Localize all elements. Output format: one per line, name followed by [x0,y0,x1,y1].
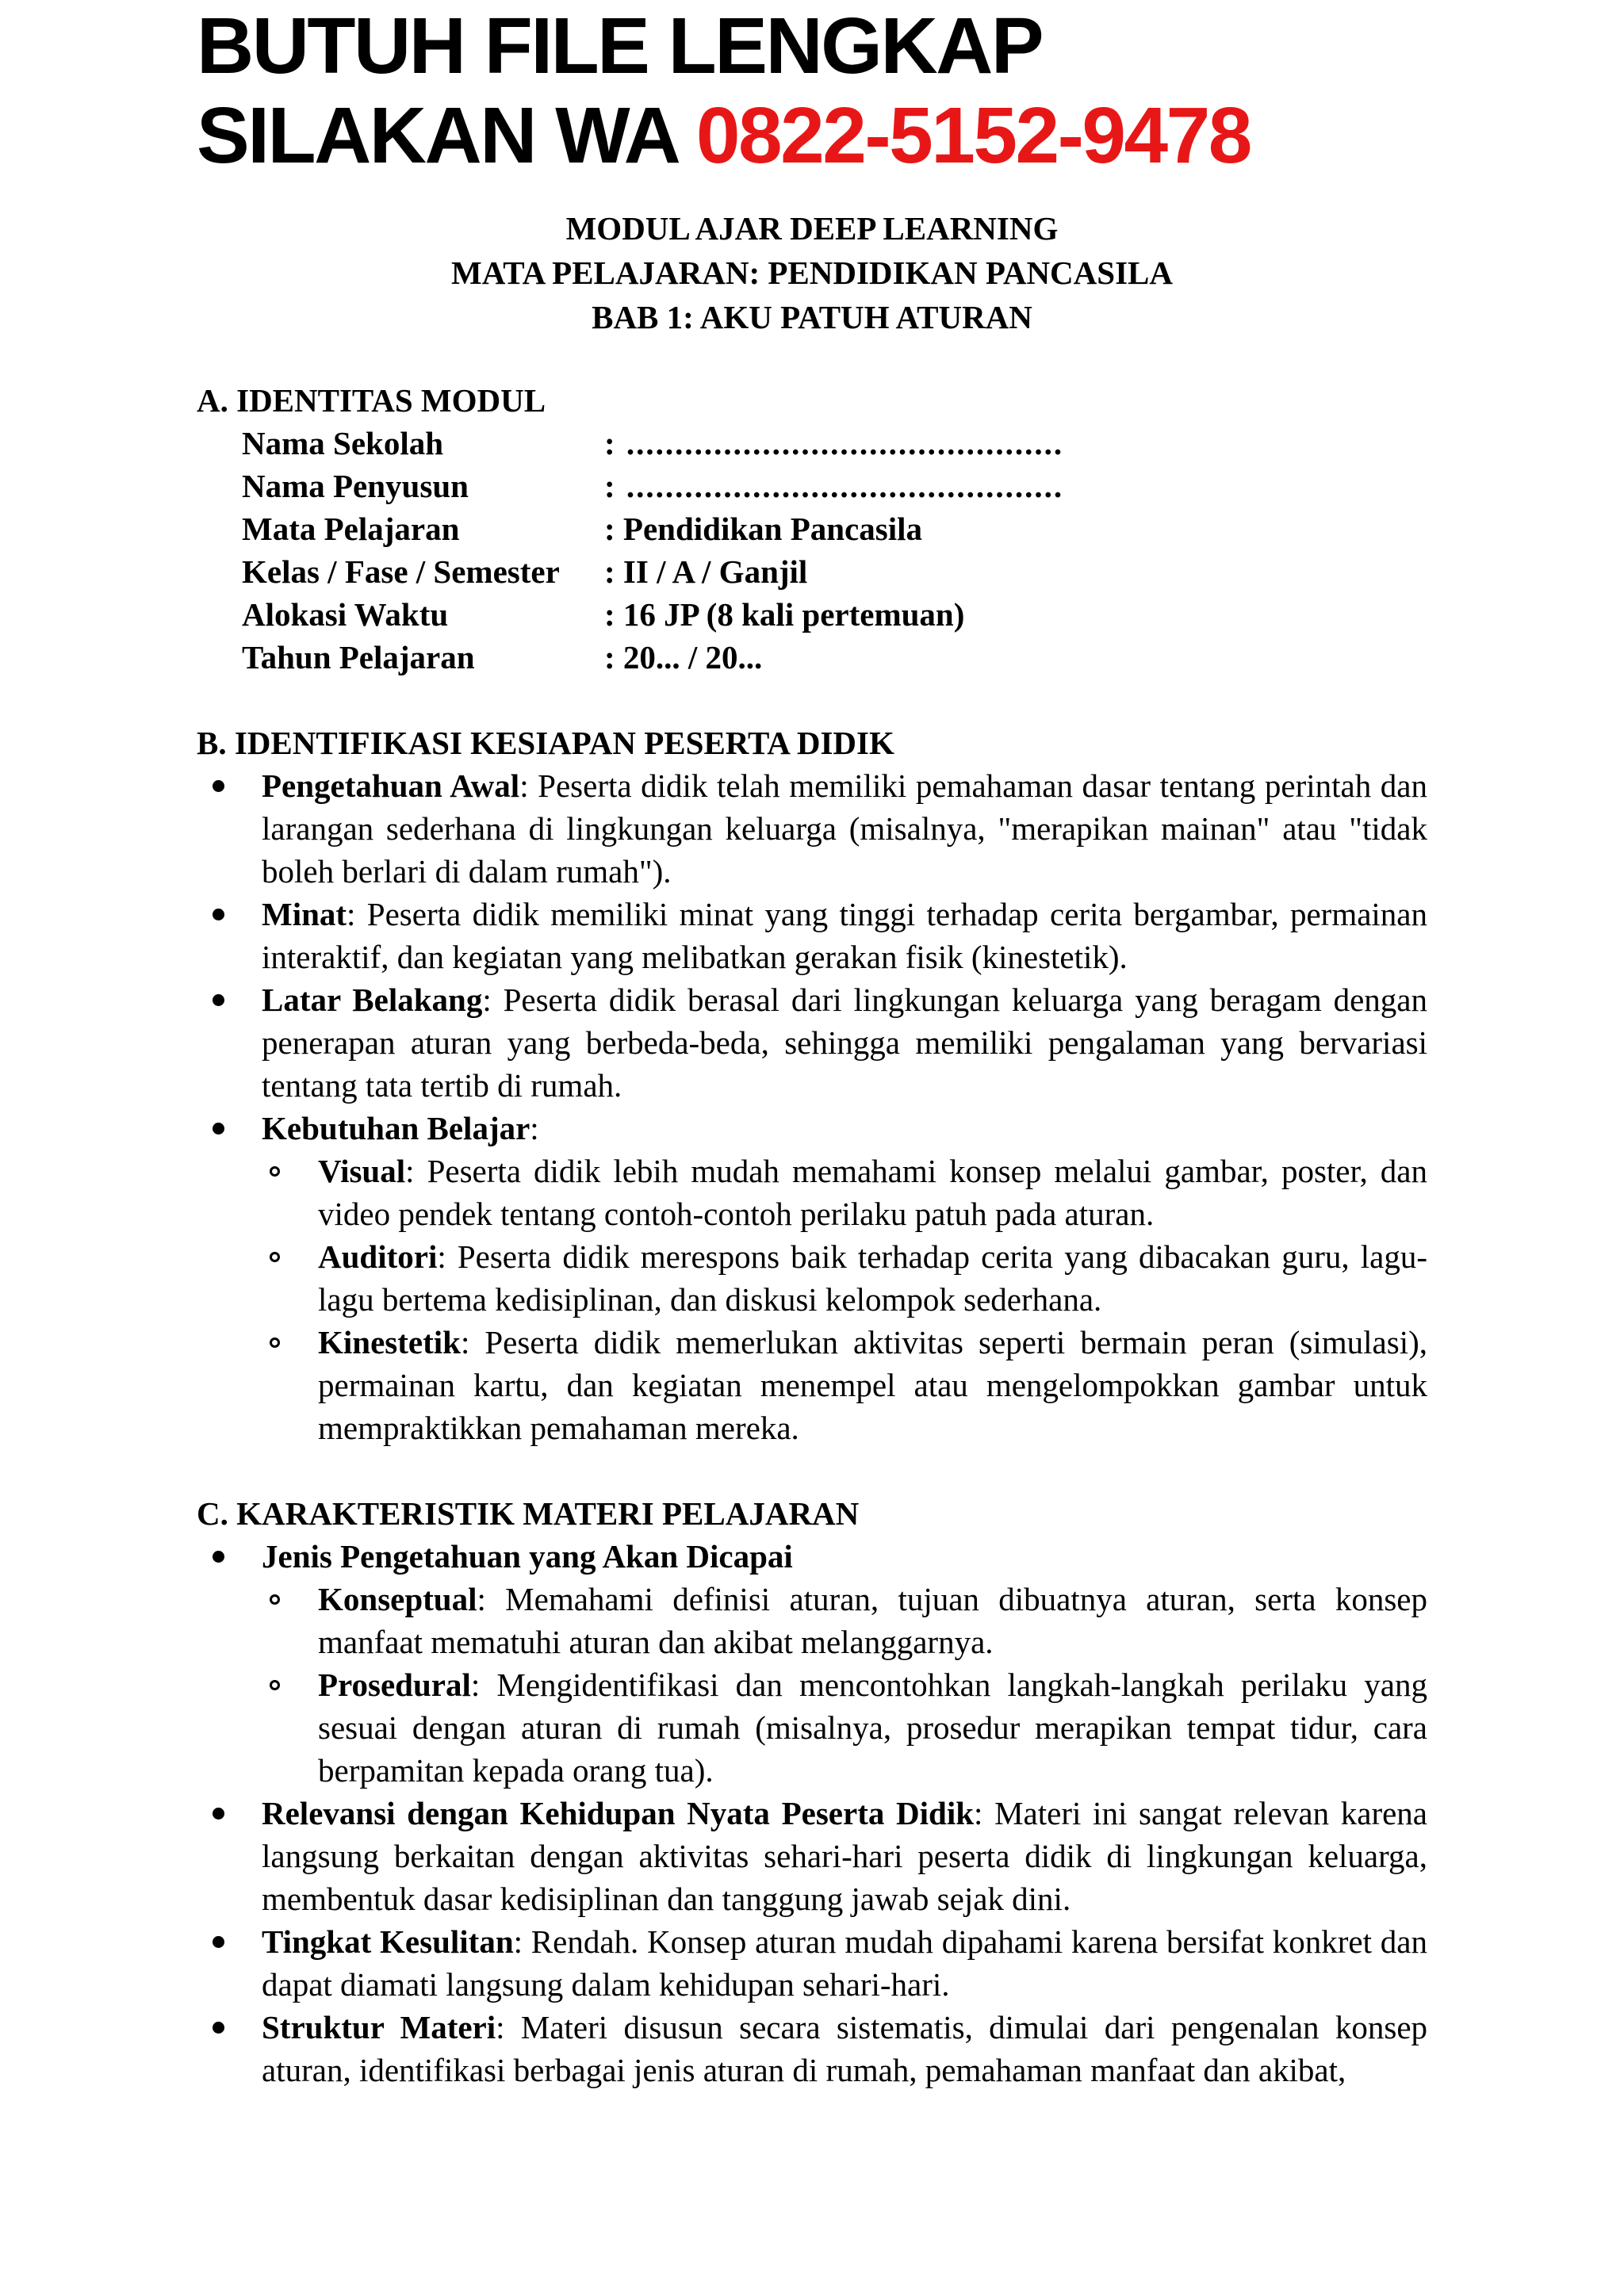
identity-label: Kelas / Fase / Semester [242,553,560,590]
identity-row [197,465,1427,507]
bullet-icon [213,1123,224,1135]
identity-label: Nama Sekolah [242,425,444,461]
list-item-text: : Materi ini sangat relevan karena langsung berkaitan dengan aktivitas sehari-hari peserta didik di lingkungan keluarga, membentuk dasar kedisiplinan dan tanggung jawab sejak dini. [262,1795,1427,1917]
list-item-text: : Peserta didik memerlukan aktivitas seperti bermain peran (simulasi), permainan kartu, dan kegiatan menempel atau mengelompokkan gambar untuk mempraktikkan pemahaman mereka. [318,1324,1427,1446]
list-item [197,1535,1427,1578]
identity-value: : ............................................. [604,425,1064,461]
circle-bullet-icon [270,1252,280,1262]
list-item-term: Struktur Materi [262,2009,496,2045]
list-item [197,1792,1427,1920]
identity-value: : Pendidikan Pancasila [604,511,922,547]
page-content [197,0,1427,2091]
whatsapp-phone-number: 0822-5152-9478 [695,91,1251,180]
list-item-term: Prosedural [318,1667,471,1703]
list-item-term: Kinestetik [318,1324,461,1360]
section-a-heading: A. IDENTITAS MODUL [197,382,546,419]
bullet-icon [213,909,224,920]
identity-label: Mata Pelajaran [242,511,460,547]
promo-banner [197,2,1427,181]
section-b-heading: B. IDENTIFIKASI KESIAPAN PESERTA DIDIK [197,725,894,761]
bullet-icon [213,1551,224,1563]
circle-bullet-icon [270,1166,280,1177]
title-line-3: BAB 1: AKU PATUH ATURAN [592,299,1032,335]
bullet-icon [213,780,224,792]
list-item-term: Relevansi dengan Kehidupan Nyata Peserta Didik [262,1795,975,1831]
identity-value: : II / A / Ganjil [604,553,808,590]
circle-bullet-icon [270,1680,280,1690]
list-item-term: Jenis Pengetahuan yang Akan Dicapai [262,1538,793,1575]
section-karakteristik-materi [197,1492,1427,2091]
list-item-text: : Peserta didik merespons baik terhadap cerita yang dibacakan guru, lagu-lagu bertema kedisiplinan, dan diskusi kelompok sederhana. [318,1238,1427,1318]
list-item-text: : Materi disusun secara sistematis, dimulai dari pengenalan konsep aturan, identifikasi berbagai jenis aturan di rumah, pemahaman manfaat dan akibat, [262,2009,1428,2088]
title-line-1: MODUL AJAR DEEP LEARNING [565,210,1059,247]
identity-label: Tahun Pelajaran [242,639,475,675]
bullet-icon [213,2022,224,2034]
list-item-text: : [530,1110,539,1146]
list-item [197,1920,1427,2006]
identity-value: : 20... / 20... [604,639,763,675]
list-item-text: : Peserta didik telah memiliki pemahaman dasar tentang perintah dan larangan sederhana di lingkungan keluarga (misalnya, "merapikan mainan" atau "tidak boleh berlari di dalam rumah"). [262,767,1427,890]
list-item-term: Minat [262,896,347,932]
sub-list-item [197,1321,1427,1449]
section-identitas-modul [197,379,1427,679]
banner-line-2-text: SILAKAN WA [197,91,696,180]
list-item-text: : Peserta didik berasal dari lingkungan keluarga yang beragam dengan penerapan aturan yang berbeda-beda, sehingga memiliki pengalaman yang bervariasi tentang tata tertib di rumah. [262,982,1428,1104]
title-line-2: MATA PELAJARAN: PENDIDIKAN PANCASILA [451,254,1173,291]
list-item-term: Kebutuhan Belajar [262,1110,530,1146]
identity-row [197,550,1427,593]
circle-bullet-icon [270,1337,280,1348]
list-item-text: : Mengidentifikasi dan mencontohkan langkah-langkah perilaku yang sesuai dengan aturan di rumah (misalnya, prosedur merapikan tempat tidur, cara berpamitan kepada orang tua). [318,1667,1427,1789]
identity-row [197,507,1427,550]
list-item-term: Pengetahuan Awal [262,767,520,804]
list-item [197,764,1427,893]
sub-list-item [197,1150,1427,1235]
section-c-heading: C. KARAKTERISTIK MATERI PELAJARAN [197,1495,860,1532]
list-item-text: : Rendah. Konsep aturan mudah dipahami karena bersifat konkret dan dapat diamati langsung dalam kehidupan sehari-hari. [262,1923,1427,2003]
list-item-term: Konseptual [318,1581,477,1617]
sub-list-item [197,1663,1427,1792]
circle-bullet-icon [270,1594,280,1605]
list-item-term: Visual [318,1153,406,1189]
bullet-icon [213,994,224,1006]
identity-row [197,593,1427,636]
identity-label: Alokasi Waktu [242,596,449,633]
bullet-icon [213,1808,224,1820]
section-identifikasi-kesiapan [197,721,1427,1449]
bullet-icon [213,1936,224,1948]
list-item [197,978,1427,1107]
sub-list-item [197,1578,1427,1663]
identity-row [197,422,1427,465]
list-item-term: Auditori [318,1238,438,1275]
list-item [197,2006,1427,2091]
list-item-term: Latar Belakang [262,982,483,1018]
identity-value: : 16 JP (8 kali pertemuan) [604,596,965,633]
banner-line-1: BUTUH FILE LENGKAP [197,2,1043,90]
list-item-term: Tingkat Kesulitan [262,1923,514,1960]
list-item [197,1107,1427,1150]
identity-row [197,636,1427,679]
list-item-text: : Peserta didik lebih mudah memahami konsep melalui gambar, poster, dan video pendek tentang contoh-contoh perilaku patuh pada aturan. [318,1153,1427,1232]
identity-label: Nama Penyusun [242,468,469,504]
list-item-text: : Peserta didik memiliki minat yang tinggi terhadap cerita bergambar, permainan interaktif, dan kegiatan yang melibatkan gerakan fisik (kinestetik). [262,896,1427,975]
list-item [197,893,1427,978]
document-title [197,206,1427,339]
identity-value: : ............................................. [604,468,1064,504]
sub-list-item [197,1235,1427,1321]
list-item-text: : Memahami definisi aturan, tujuan dibuatnya aturan, serta konsep manfaat mematuhi aturan dan akibat melanggarnya. [318,1581,1427,1660]
banner-line-2 [197,91,1427,181]
